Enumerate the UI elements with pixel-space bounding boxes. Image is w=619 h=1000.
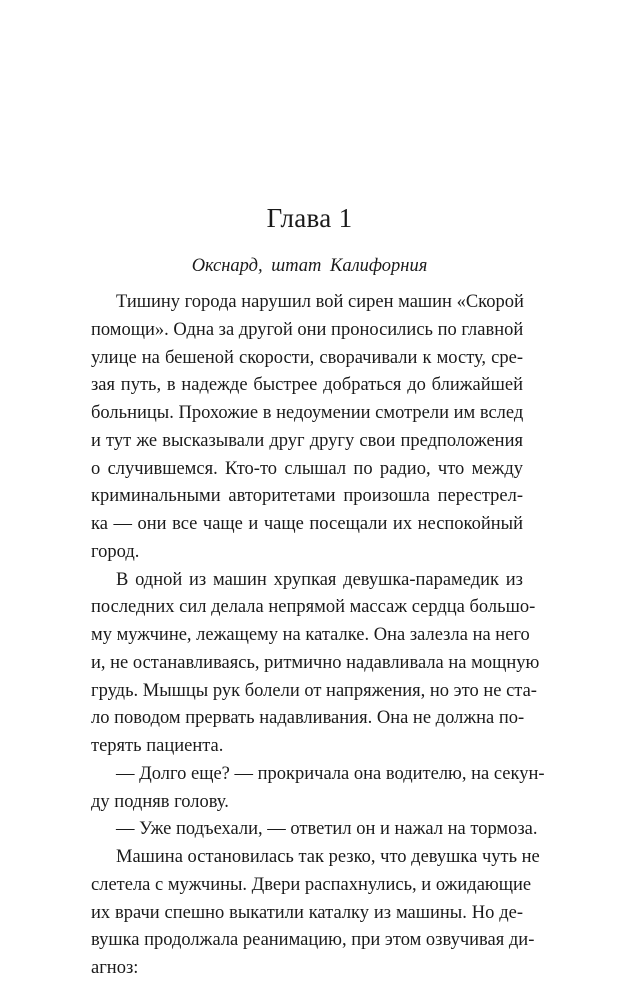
text-line: и, не останавливаясь, ритмично надавливала на мощную xyxy=(91,652,540,673)
text-line: их врачи спешно выкатили каталку из машины. Но де- xyxy=(91,902,523,923)
text-line: грудь. Мышцы рук болели от напряжения, но это не ста- xyxy=(91,680,537,701)
text-line: улице на бешеной скорости, сворачивали к мосту, сре- xyxy=(91,347,523,368)
paragraph xyxy=(91,567,540,761)
chapter-subtitle: Окснард, штат Калифорния xyxy=(191,256,428,276)
text-line: Машина остановилась так резко, что девушка чуть не xyxy=(116,847,540,867)
text-line: последних сил делала непрямой массаж сердца большо- xyxy=(91,597,536,618)
text-line: терять пациента. xyxy=(91,736,224,756)
text-line: помощи». Одна за другой они проносились по главной xyxy=(91,319,524,340)
paragraph xyxy=(91,816,538,844)
text-line: слетела с мужчины. Двери распахнулись, и ожидающие xyxy=(91,874,532,895)
paragraph xyxy=(91,289,523,567)
text-line: ло поводом прервать надавливания. Она не должна по- xyxy=(91,708,525,729)
text-line: му мужчине, лежащему на каталке. Она залезла на него xyxy=(91,625,530,645)
paragraph xyxy=(91,844,540,983)
text-line: вушка продолжала реанимацию, при этом озвучивая ди- xyxy=(91,930,535,951)
text-line: и тут же высказывали друг другу свои предположения xyxy=(91,430,523,451)
text-line: Тишину города нарушил вой сирен машин «Скорой xyxy=(116,292,524,312)
text-line: о случившемся. Кто-то слышал по радио, что между xyxy=(91,458,523,479)
text-line: ду подняв голову. xyxy=(91,791,229,812)
text-line: — Долго еще? — прокричала она водителю, на секун- xyxy=(116,763,545,784)
text-line: зая путь, в надежде быстрее добраться до ближайшей xyxy=(91,375,523,396)
text-line: агноз: xyxy=(91,958,139,978)
chapter-title: Глава 1 xyxy=(266,203,353,233)
text-line: — Уже подъехали, — ответил он и нажал на тормоза. xyxy=(116,819,538,840)
text-line: В одной из машин хрупкая девушка-парамедик из xyxy=(116,569,523,590)
text-line: город. xyxy=(91,541,140,562)
body-text xyxy=(91,289,545,983)
text-line: больницы. Прохожие в недоумении смотрели им вслед xyxy=(91,403,524,423)
paragraph xyxy=(91,761,545,817)
text-line: криминальными авторитетами произошла перестрел- xyxy=(91,486,523,507)
text-line: ка — они все чаще и чаще посещали их неспокойный xyxy=(91,514,523,534)
